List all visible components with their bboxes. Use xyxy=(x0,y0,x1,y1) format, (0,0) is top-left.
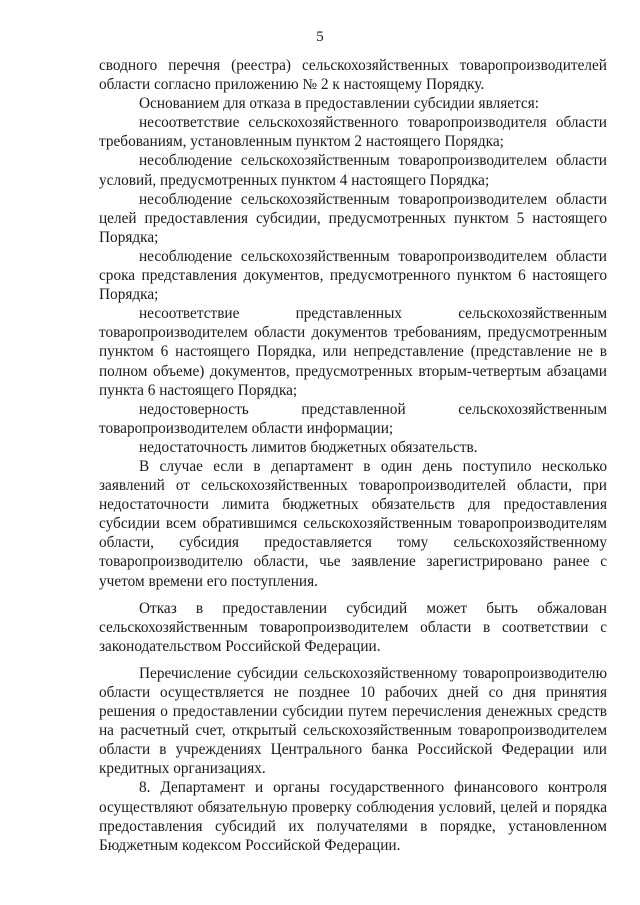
paragraph-ground-documents: несоответствие представленных сельскохозяйственным товаропроизводителем области документов требованиям, предусмотренным пунктом 6 настоящего Порядка, или непредставление (представление не в полном объеме) документов, предусмотренных вторым-четвертым абзацами пункта 6 настоящего Порядка; xyxy=(99,305,607,399)
paragraph-ground-inaccuracy: недостоверность представленной сельскохозяйственным товаропроизводителем области информации; xyxy=(99,400,607,437)
paragraph-ground-requirements: несоответствие сельскохозяйственного товаропроизводителя области требованиям, установленным пунктом 2 настоящего Порядка; xyxy=(99,114,607,151)
paragraph-ground-purposes: несоблюдение сельскохозяйственным товаропроизводителем области целей предоставления субсидии, предусмотренных пунктом 5 настоящего Порядка; xyxy=(99,190,607,246)
paragraph-item-8-control: 8. Департамент и органы государственного финансового контроля осуществляют обязательную проверку соблюдения условий, целей и порядка предоставления субсидий их получателями в порядке, установленном Бюджетным кодексом Российской Федерации. xyxy=(99,779,607,854)
paragraph-transfer: Перечисление субсидии сельскохозяйственному товаропроизводителю области осуществляется не позднее 10 рабочих дней со дня принятия решения о предоставлении субсидии путем перечисления денежных средств на расчетный счет, открытый сельскохозяйственным товаропроизводителем области в учреждениях Центрального банка Российской Федерации или кредитных организациях. xyxy=(99,664,607,778)
paragraph-ground-deadline: несоблюдение сельскохозяйственным товаропроизводителем области срока представления документов, предусмотренного пунктом 6 настоящего Порядка; xyxy=(99,247,607,304)
document-body xyxy=(99,56,607,855)
paragraph-continuation: сводного перечня (реестра) сельскохозяйственных товаропроизводителей области согласно приложению № 2 к настоящему Порядку. xyxy=(99,57,607,94)
paragraph-appeal: Отказ в предоставлении субсидий может быть обжалован сельскохозяйственным товаропроизводителем области в соответствии с законодательством Российской Федерации. xyxy=(99,599,607,655)
paragraph-ground-conditions: несоблюдение сельскохозяйственным товаропроизводителем области условий, предусмотренных пунктом 4 настоящего Порядка; xyxy=(99,152,607,189)
paragraph-same-day-applications: В случае если в департамент в один день поступило несколько заявлений от сельскохозяйственных товаропроизводителей области, при недостаточности лимита бюджетных обязательств для предоставления субсидии всем обратившимся сельскохозяйственным товаропроизводителям области, субсидия предоставляется тому сельскохозяйственному товаропроизводителю области, чье заявление зарегистрировано ранее с учетом времени его поступления. xyxy=(99,457,607,590)
paragraph-ground-limits: недостаточность лимитов бюджетных обязательств. xyxy=(139,438,478,456)
paragraph-refusal-grounds-intro: Основанием для отказа в предоставлении субсидии является: xyxy=(139,95,539,113)
page-number: 5 xyxy=(316,29,324,45)
